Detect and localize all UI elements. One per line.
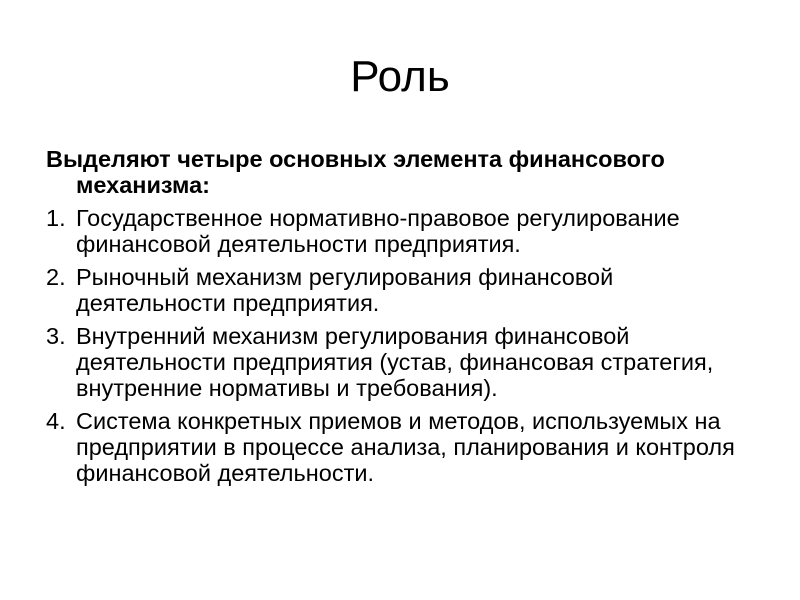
elements-list <box>46 205 766 486</box>
list-item-text: Государственное нормативно-правовое регулирование финансовой деятельности предприятия. <box>76 205 680 257</box>
list-item <box>46 408 766 486</box>
list-item-number: 1. <box>46 205 66 231</box>
list-item-number: 3. <box>46 323 66 349</box>
list-item <box>46 323 766 401</box>
intro-text: Выделяют четыре основных элемента финансового механизма: <box>46 146 665 198</box>
list-item-number: 4. <box>46 408 66 434</box>
list-item-text: Система конкретных приемов и методов, используемых на предприятии в процессе анализа, планирования и контроля финансовой деятельности. <box>76 408 735 486</box>
list-item-text: Рыночный механизм регулирования финансовой деятельности предприятия. <box>76 264 614 316</box>
list-item-text: Внутренний механизм регулирования финансовой деятельности предприятия (устав, финансовая стратегия, внутренние нормативы и требования). <box>76 323 714 401</box>
list-item-number: 2. <box>46 264 66 290</box>
slide-body <box>46 146 766 493</box>
slide-title: Роль <box>350 52 450 101</box>
list-item <box>46 205 766 257</box>
list-item <box>46 264 766 316</box>
